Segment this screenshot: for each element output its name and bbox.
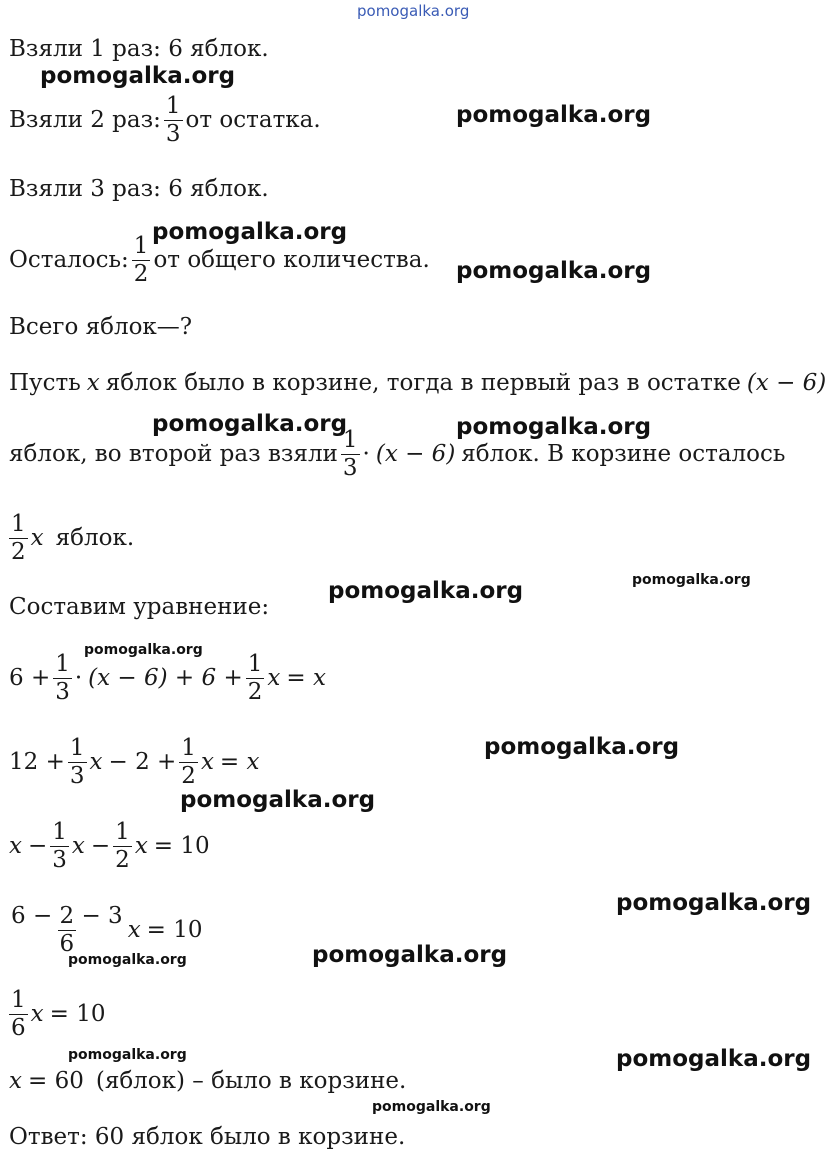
numerator: 1 <box>181 734 196 761</box>
denominator: 3 <box>55 678 70 705</box>
watermark: pomogalka.org <box>616 890 812 916</box>
fraction-one-half <box>113 818 132 873</box>
numerator: 1 <box>133 232 149 259</box>
variable-x: x <box>30 1001 44 1027</box>
expression: (x − 6) <box>375 441 456 467</box>
variable-x: x <box>200 749 214 775</box>
given-remaining <box>9 228 430 292</box>
numerator: 1 <box>247 650 263 677</box>
denominator: 3 <box>165 120 181 147</box>
variable-x: x <box>71 833 85 859</box>
equation-2 <box>9 730 259 794</box>
variable-x: x <box>9 833 22 859</box>
denominator: 2 <box>115 846 130 873</box>
numerator: 6 − 2 − 3 <box>11 902 123 929</box>
variable-x: x <box>267 665 281 691</box>
watermark: pomogalka.org <box>312 942 508 968</box>
fraction-one-third <box>53 650 72 705</box>
variable-x: x <box>127 917 141 943</box>
denominator: 3 <box>342 454 358 481</box>
text: Взяли 3 раз: 6 яблок. <box>9 176 269 202</box>
given-second-take <box>9 88 321 152</box>
watermark: pomogalka.org <box>40 63 236 89</box>
text: от остатка. <box>185 107 321 133</box>
expression: = x <box>219 749 260 775</box>
watermark: pomogalka.org <box>456 258 652 284</box>
watermark: pomogalka.org <box>372 1099 491 1115</box>
watermark: pomogalka.org <box>616 1046 812 1072</box>
fraction-one-half <box>9 510 28 565</box>
equation-1 <box>9 646 326 710</box>
watermark-top: pomogalka.org <box>357 2 470 20</box>
compose-equation <box>9 592 269 622</box>
equation-5 <box>9 982 105 1046</box>
watermark: pomogalka.org <box>84 642 203 658</box>
watermark: pomogalka.org <box>484 734 680 760</box>
dot: · <box>362 441 370 467</box>
watermark: pomogalka.org <box>152 411 348 437</box>
numerator: 1 <box>69 734 85 761</box>
solution-second <box>9 422 785 486</box>
text: = 10 <box>146 917 203 943</box>
numerator: 1 <box>342 426 358 453</box>
solution-remaining <box>9 506 134 570</box>
equation-6 <box>9 1066 406 1096</box>
text: − <box>90 833 111 859</box>
text: яблок. <box>55 525 135 551</box>
solution-intro <box>9 368 826 398</box>
denominator: 3 <box>52 846 67 873</box>
variable-x: x <box>134 833 148 859</box>
watermark: pomogalka.org <box>456 102 652 128</box>
fraction-one-third <box>164 92 183 147</box>
question <box>9 312 192 342</box>
denominator: 6 <box>11 1014 26 1041</box>
text: Ответ: 60 яблок было в корзине. <box>9 1124 406 1150</box>
numerator: 1 <box>55 650 70 677</box>
text: (яблок) – было в корзине. <box>95 1068 407 1094</box>
fraction-one-half <box>179 734 198 789</box>
denominator: 2 <box>247 678 263 705</box>
watermark: pomogalka.org <box>152 219 348 245</box>
given-third-take <box>9 174 269 204</box>
text: яблок. В корзине осталось <box>461 441 786 467</box>
fraction-one-third <box>341 426 360 481</box>
numerator: 1 <box>11 510 26 537</box>
numerator: 1 <box>115 818 130 845</box>
variable-x: x <box>9 1068 22 1094</box>
text: − 2 + <box>108 749 177 775</box>
denominator: 2 <box>181 762 196 789</box>
numerator: 1 <box>11 986 26 1013</box>
expression: = x <box>286 665 326 691</box>
expression: (x − 6) <box>746 370 827 396</box>
watermark: pomogalka.org <box>328 578 524 604</box>
fraction-one-half <box>246 650 265 705</box>
denominator: 6 <box>59 930 75 957</box>
fraction-one-third <box>68 734 87 789</box>
text: яблок, во второй раз взяли <box>9 441 338 467</box>
text: Пусть <box>9 370 81 396</box>
watermark: pomogalka.org <box>456 414 652 440</box>
text: 6 + <box>9 665 51 691</box>
denominator: 2 <box>133 260 149 287</box>
text: Осталось: <box>9 247 129 273</box>
numerator: 1 <box>165 92 181 119</box>
variable-x: x <box>89 749 103 775</box>
text: = 10 <box>153 833 210 859</box>
numerator: 1 <box>52 818 67 845</box>
text: от общего количества. <box>153 247 430 273</box>
fraction-one-sixth <box>9 986 28 1041</box>
watermark: pomogalka.org <box>68 952 187 968</box>
watermark: pomogalka.org <box>68 1047 187 1063</box>
text: яблок было в корзине, тогда в первый раз в остатке <box>105 370 741 396</box>
watermark: pomogalka.org <box>180 787 376 813</box>
text: Всего яблок—? <box>9 314 193 340</box>
expression: (x − 6) + 6 + <box>88 665 243 691</box>
fraction-one-third <box>50 818 69 873</box>
text: Взяли 1 раз: 6 яблок. <box>9 36 269 62</box>
denominator: 2 <box>11 538 26 565</box>
text: = 60 <box>27 1068 84 1094</box>
text: − <box>27 833 48 859</box>
equation-3 <box>9 814 210 878</box>
text: = 10 <box>49 1001 106 1027</box>
text: Взяли 2 раз: <box>9 107 161 133</box>
dot: · <box>74 665 83 691</box>
fraction-combined <box>9 902 125 957</box>
text: Составим уравнение: <box>9 594 270 620</box>
text: 12 + <box>9 749 65 775</box>
given-first-take <box>9 34 269 64</box>
variable-x: x <box>30 525 44 551</box>
denominator: 3 <box>69 762 85 789</box>
answer <box>9 1122 405 1152</box>
watermark: pomogalka.org <box>632 572 751 588</box>
variable-x: x <box>86 370 100 396</box>
fraction-one-half <box>132 232 151 287</box>
